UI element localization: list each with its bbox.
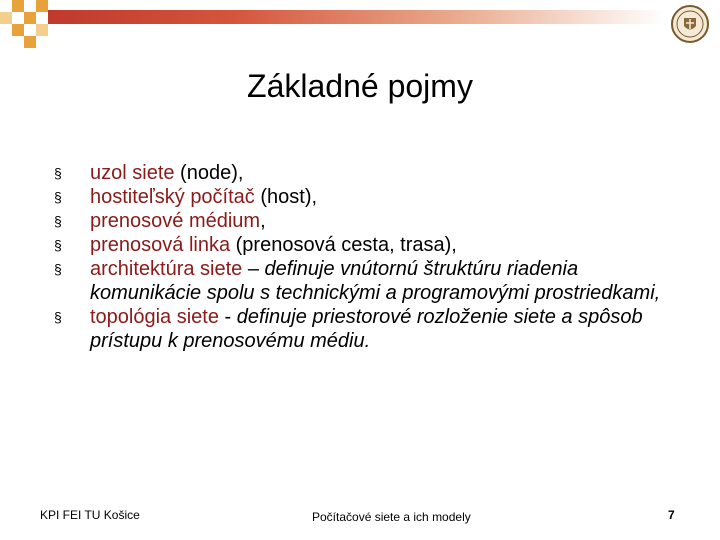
- corner-decoration: [0, 0, 60, 48]
- footer-institution: KPI FEI TU Košice: [40, 508, 140, 522]
- term: hostiteľský počítač: [90, 186, 255, 208]
- list-item: [54, 161, 674, 185]
- list-item: [54, 233, 674, 257]
- page-number: 7: [668, 508, 675, 522]
- definition: definuje priestorové rozloženie siete a spôsob prístupu k prenosovému médiu.: [90, 306, 643, 352]
- bullet-icon: §: [54, 309, 62, 325]
- bullet-list: [54, 161, 674, 353]
- bullet-icon: §: [54, 237, 62, 253]
- bullet-icon: §: [54, 213, 62, 229]
- university-seal-icon: [670, 4, 710, 44]
- bullet-icon: §: [54, 189, 62, 205]
- corner-square: [12, 24, 24, 36]
- term: prenosové médium: [90, 210, 261, 232]
- term: architektúra siete: [90, 258, 243, 280]
- footer-course: Počítačové siete a ich modely: [312, 510, 471, 524]
- term: prenosová linka: [90, 234, 231, 256]
- list-item: [54, 185, 674, 209]
- term: uzol siete: [90, 162, 175, 184]
- corner-square: [24, 12, 36, 24]
- list-item: [54, 305, 674, 353]
- list-item: [54, 209, 674, 233]
- header-bar: [48, 10, 666, 24]
- term: topológia siete: [90, 306, 219, 328]
- item-text: (host),: [254, 186, 318, 208]
- item-text: (node),: [174, 162, 244, 184]
- item-text: (prenosová cesta, trasa),: [230, 234, 457, 256]
- item-text: ,: [260, 210, 266, 232]
- definition: definuje vnútornú štruktúru riadenia komunikácie spolu s technickými a programovými prostriedkami,: [90, 258, 661, 304]
- list-item: [54, 257, 674, 305]
- slide-title: Základné pojmy: [247, 68, 473, 104]
- corner-square: [36, 0, 48, 12]
- separator: –: [242, 258, 265, 280]
- separator: -: [218, 306, 237, 328]
- bullet-icon: §: [54, 165, 62, 181]
- corner-square: [0, 12, 12, 24]
- bullet-icon: §: [54, 261, 62, 277]
- corner-square: [24, 36, 36, 48]
- corner-square: [36, 24, 48, 36]
- corner-square: [12, 0, 24, 12]
